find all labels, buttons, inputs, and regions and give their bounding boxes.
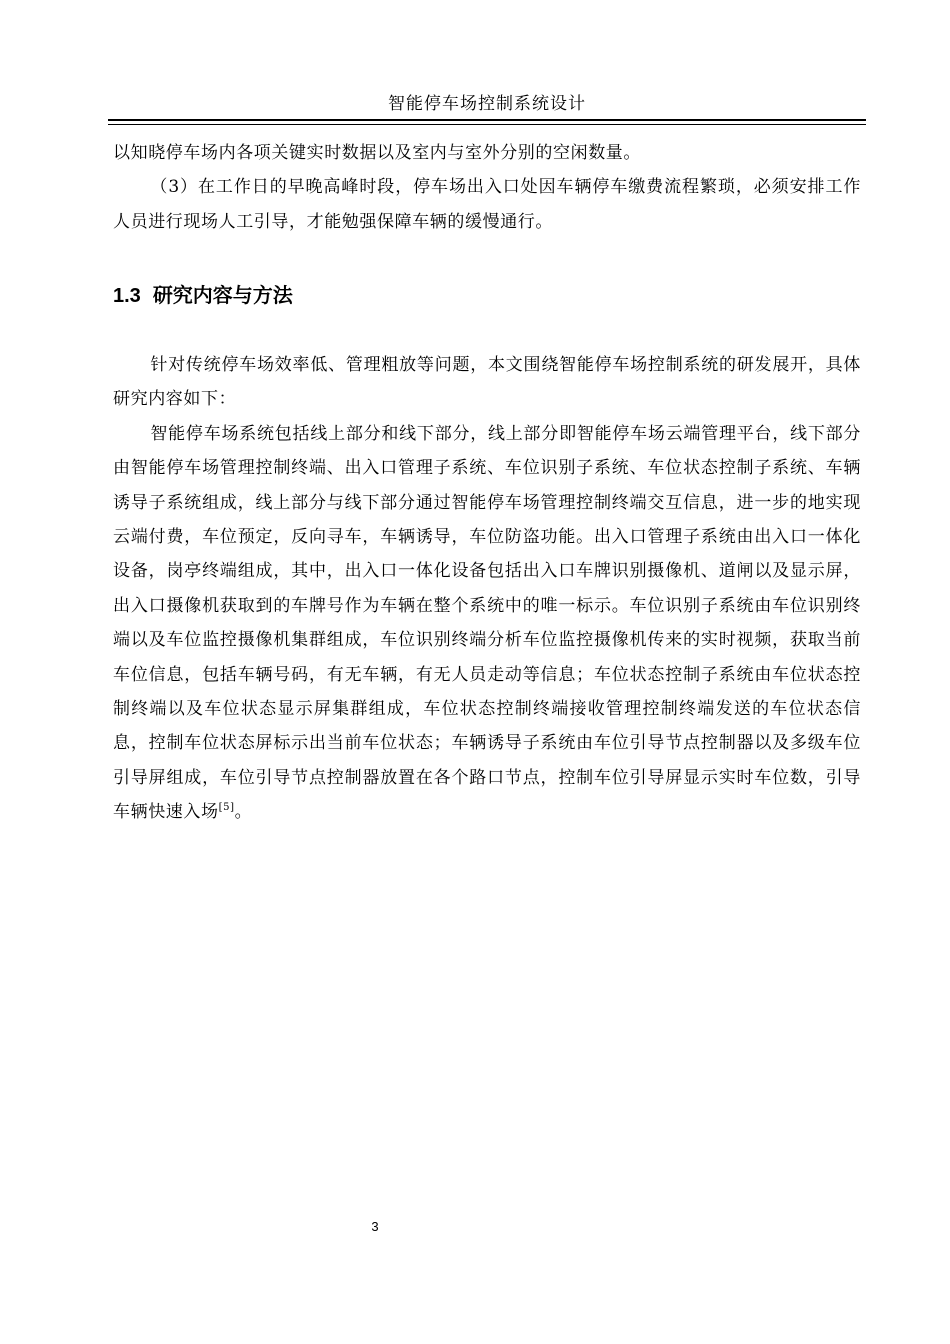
intro-block bbox=[113, 136, 861, 239]
page-number: 3 bbox=[371, 1219, 379, 1234]
section-heading bbox=[113, 282, 293, 310]
continuation-line: 以知晓停车场内各项关键实时数据以及室内与室外分别的空闲数量。 bbox=[113, 143, 641, 163]
section-body bbox=[113, 348, 861, 830]
paragraph-1: 针对传统停车场效率低、管理粗放等问题，本文围绕智能停车场控制系统的研发展开，具体研究内容如下： bbox=[113, 355, 861, 410]
section-number: 1.3 bbox=[113, 285, 141, 307]
citation-ref[interactable]: [5] bbox=[218, 802, 235, 814]
header-rule-thick bbox=[108, 119, 866, 121]
list-item-3: （3）在工作日的早晚高峰时段，停车场出入口处因车辆停车缴费流程繁琐，必须安排工作人员进行现场人工引导，才能勉强保障车辆的缓慢通行。 bbox=[113, 177, 861, 232]
section-title: 研究内容与方法 bbox=[152, 285, 293, 307]
paragraph-2-end: 。 bbox=[234, 802, 253, 823]
paragraph-2-text: 智能停车场系统包括线上部分和线下部分，线上部分即智能停车场云端管理平台，线下部分由智能停车场管理控制终端、出入口管理子系统、车位识别子系统、车位状态控制子系统、车辆诱导子系统组成，线上部分与线下部分通过智能停车场管理控制终端交互信息，进一步的地实现云端付费，车位预定，反向寻车，车辆诱导，车位防盗功能。出入口管理子系统由出入口一体化设备，岗亭终端组成，其中，出入口一体化设备包括出入口车牌识别摄像机、道闸以及显示屏，出入口摄像机获取到的车牌号作为车辆在整个系统中的唯一标示。车位识别子系统由车位识别终端以及车位监控摄像机集群组成，车位识别终端分析车位监控摄像机传来的实时视频，获取当前车位信息，包括车辆号码，有无车辆，有无人员走动等信息；车位状态控制子系统由车位状态控制终端以及车位状态显示屏集群组成，车位状态控制终端接收管理控制终端发送的车位状态信息，控制车位状态屏标示出当前车位状态；车辆诱导子系统由车位引导节点控制器以及多级车位引导屏组成，车位引导节点控制器放置在各个路口节点，控制车位引导屏显示实时车位数，引导车辆快速入场 bbox=[113, 423, 861, 823]
paragraph-2 bbox=[113, 417, 861, 830]
running-header: 智能停车场控制系统设计 bbox=[388, 94, 586, 114]
header-rule-thin bbox=[108, 124, 866, 125]
